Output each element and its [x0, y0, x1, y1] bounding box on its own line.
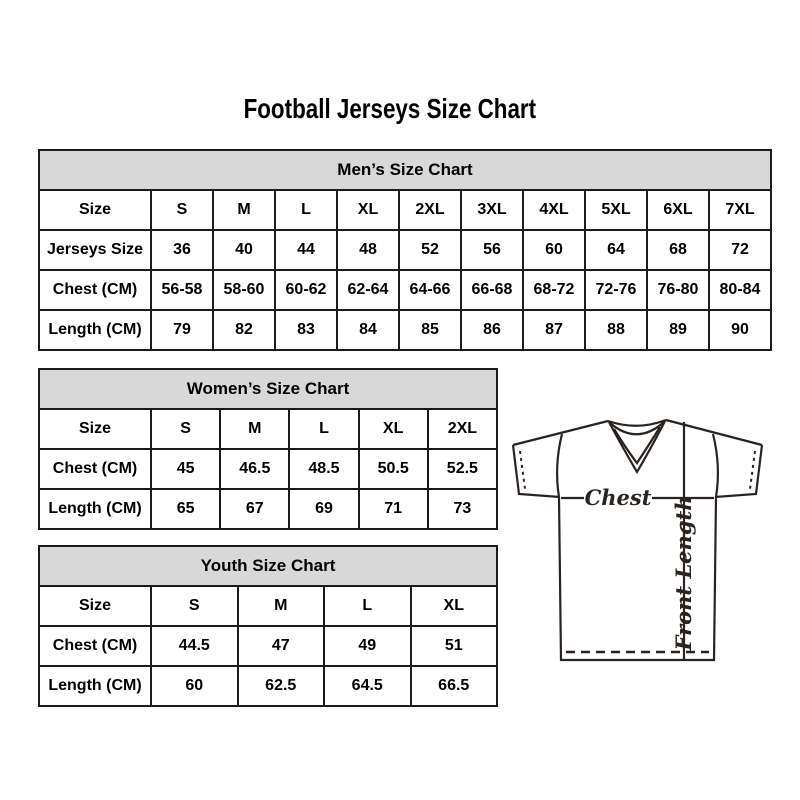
size-cell: M: [213, 190, 275, 230]
youth-table-title: Youth Size Chart: [39, 546, 497, 586]
row-label: Chest (CM): [39, 449, 151, 489]
value-cell: 80-84: [709, 270, 771, 310]
row-label: Length (CM): [39, 489, 151, 529]
size-cell: M: [238, 586, 325, 626]
front-length-label: Front Length: [671, 495, 696, 651]
table-row: [39, 270, 771, 310]
value-cell: 62.5: [238, 666, 325, 706]
value-cell: 82: [213, 310, 275, 350]
value-cell: 45: [151, 449, 220, 489]
jersey-measurement-diagram: [505, 410, 775, 670]
value-cell: 56-58: [151, 270, 213, 310]
value-cell: 66-68: [461, 270, 523, 310]
size-cell: L: [324, 586, 411, 626]
value-cell: 47: [238, 626, 325, 666]
value-cell: 52: [399, 230, 461, 270]
size-cell: S: [151, 190, 213, 230]
value-cell: 52.5: [428, 449, 497, 489]
table-row: [39, 666, 497, 706]
value-cell: 51: [411, 626, 498, 666]
size-cell: M: [220, 409, 289, 449]
value-cell: 71: [359, 489, 428, 529]
table-row: [39, 489, 497, 529]
size-cell: 6XL: [647, 190, 709, 230]
size-cell: 2XL: [428, 409, 497, 449]
value-cell: 73: [428, 489, 497, 529]
value-cell: 66.5: [411, 666, 498, 706]
value-cell: 46.5: [220, 449, 289, 489]
value-cell: 86: [461, 310, 523, 350]
value-cell: 48: [337, 230, 399, 270]
value-cell: 36: [151, 230, 213, 270]
size-cell: 3XL: [461, 190, 523, 230]
mens-size-table: [38, 149, 772, 351]
value-cell: 44: [275, 230, 337, 270]
row-label: Size: [39, 190, 151, 230]
value-cell: 68-72: [523, 270, 585, 310]
value-cell: 44.5: [151, 626, 238, 666]
value-cell: 48.5: [289, 449, 358, 489]
row-label: Length (CM): [39, 310, 151, 350]
size-cell: S: [151, 586, 238, 626]
row-label: Size: [39, 409, 151, 449]
row-label: Size: [39, 586, 151, 626]
size-cell: XL: [411, 586, 498, 626]
table-row: [39, 409, 497, 449]
value-cell: 58-60: [213, 270, 275, 310]
size-cell: L: [289, 409, 358, 449]
value-cell: 72: [709, 230, 771, 270]
row-label: Chest (CM): [39, 270, 151, 310]
value-cell: 89: [647, 310, 709, 350]
row-label: Jerseys Size: [39, 230, 151, 270]
value-cell: 90: [709, 310, 771, 350]
value-cell: 50.5: [359, 449, 428, 489]
table-title-row: [39, 150, 771, 190]
value-cell: 67: [220, 489, 289, 529]
value-cell: 64.5: [324, 666, 411, 706]
table-row: [39, 586, 497, 626]
value-cell: 64-66: [399, 270, 461, 310]
right-armhole-curve: [713, 434, 718, 497]
size-cell: S: [151, 409, 220, 449]
page-title: [0, 93, 780, 125]
value-cell: 68: [647, 230, 709, 270]
table-title-row: [39, 369, 497, 409]
value-cell: 83: [275, 310, 337, 350]
value-cell: 87: [523, 310, 585, 350]
youth-size-table: [38, 545, 498, 707]
mens-table-title: Men’s Size Chart: [39, 150, 771, 190]
size-cell: 4XL: [523, 190, 585, 230]
value-cell: 60: [151, 666, 238, 706]
value-cell: 56: [461, 230, 523, 270]
size-cell: 7XL: [709, 190, 771, 230]
value-cell: 60: [523, 230, 585, 270]
value-cell: 84: [337, 310, 399, 350]
value-cell: 88: [585, 310, 647, 350]
womens-table-title: Women’s Size Chart: [39, 369, 497, 409]
size-cell: 5XL: [585, 190, 647, 230]
value-cell: 64: [585, 230, 647, 270]
table-row: [39, 449, 497, 489]
row-label: Length (CM): [39, 666, 151, 706]
table-row: [39, 310, 771, 350]
page-title-text: Football Jerseys Size Chart: [243, 93, 537, 124]
table-row: [39, 190, 771, 230]
value-cell: 60-62: [275, 270, 337, 310]
value-cell: 40: [213, 230, 275, 270]
value-cell: 76-80: [647, 270, 709, 310]
size-cell: XL: [337, 190, 399, 230]
size-cell: 2XL: [399, 190, 461, 230]
table-row: [39, 626, 497, 666]
size-cell: L: [275, 190, 337, 230]
womens-size-table: [38, 368, 498, 530]
value-cell: 72-76: [585, 270, 647, 310]
left-armhole-curve: [557, 434, 562, 497]
value-cell: 49: [324, 626, 411, 666]
value-cell: 69: [289, 489, 358, 529]
table-title-row: [39, 546, 497, 586]
value-cell: 65: [151, 489, 220, 529]
value-cell: 62-64: [337, 270, 399, 310]
size-cell: XL: [359, 409, 428, 449]
value-cell: 85: [399, 310, 461, 350]
table-row: [39, 230, 771, 270]
row-label: Chest (CM): [39, 626, 151, 666]
value-cell: 79: [151, 310, 213, 350]
left-cuff-dashed-line: [520, 451, 525, 489]
chest-label: Chest: [584, 485, 652, 510]
collar-back-curve: [608, 420, 666, 426]
right-cuff-dashed-line: [750, 451, 755, 489]
